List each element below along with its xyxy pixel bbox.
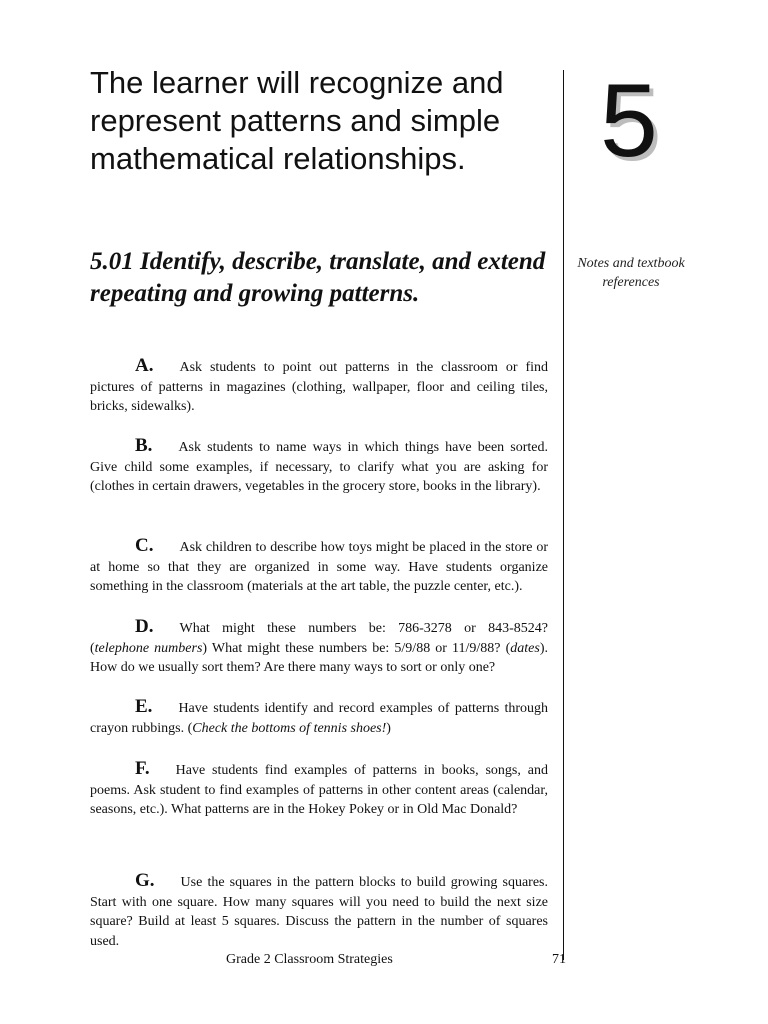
objective-subheading: 5.01 Identify, describe, translate, and extend repeating and growing patterns. bbox=[90, 248, 546, 307]
item-text: Ask students to point out patterns in the classroom or find pictures of patterns in magazines (clothing, wallpaper, floor and ceiling tiles, bricks, sidewalks). bbox=[90, 360, 548, 414]
item-letter: D. bbox=[135, 616, 154, 637]
strategy-item-c bbox=[90, 536, 548, 597]
page-heading: The learner will recognize and represent patterns and simple mathematical relationships. bbox=[90, 65, 504, 176]
item-letter: E. bbox=[135, 696, 153, 717]
item-letter: A. bbox=[135, 355, 154, 376]
item-letter: F. bbox=[135, 758, 150, 779]
strategy-item-f bbox=[90, 759, 548, 820]
margin-divider bbox=[563, 70, 564, 960]
strategy-item-g bbox=[90, 871, 548, 951]
item-text: ). How do we usually sort them? Are there many ways to sort or only one? bbox=[90, 640, 548, 675]
item-text: Ask students to name ways in which things have been sorted. Give child some examples, if necessary, to clarify what you are asking for (clothes in certain drawers, vegetables in the grocery store, books in the library). bbox=[90, 440, 548, 494]
item-text: ) bbox=[386, 720, 391, 736]
footer-title: Grade 2 Classroom Strategies bbox=[226, 952, 393, 967]
item-text-italic: Check the bottoms of tennis shoes! bbox=[192, 720, 387, 736]
chapter-number: 5 bbox=[600, 63, 658, 179]
strategy-item-d bbox=[90, 617, 548, 678]
sidebar-note: Notes and textbook references bbox=[577, 256, 685, 290]
item-text-italic: telephone numbers bbox=[94, 640, 203, 656]
strategy-item-b bbox=[90, 436, 548, 497]
strategy-item-e bbox=[90, 697, 548, 738]
item-text: Use the squares in the pattern blocks to build growing squares. Start with one square. How many squares will you need to build the next size square? Build at least 5 squares. Discuss the pattern in the number of squares used. bbox=[90, 875, 548, 949]
strategy-item-a bbox=[90, 356, 548, 417]
item-letter: G. bbox=[135, 870, 155, 891]
item-text: Ask children to describe how toys might be placed in the store or at home so that they are organized in some way. Have students organize something in the classroom (materials at the art table, the puzzle center, etc.). bbox=[90, 540, 548, 594]
item-letter: B. bbox=[135, 435, 153, 456]
item-text: ) What might these numbers be: 5/9/88 or 11/9/88? ( bbox=[202, 640, 511, 656]
page-number: 71 bbox=[552, 952, 566, 967]
item-text-italic: dates bbox=[510, 640, 540, 656]
item-text: Have students find examples of patterns in books, songs, and poems. Ask student to find examples of patterns in other content areas (calendar, seasons, etc.). What patterns are in the Hokey Pokey or in Old Mac Donald? bbox=[90, 763, 548, 817]
item-text: Have students identify and record examples of patterns through crayon rubbings. ( bbox=[90, 701, 548, 736]
item-letter: C. bbox=[135, 535, 154, 556]
item-text: What might these numbers be: 786-3278 or 843-8524? ( bbox=[90, 621, 548, 656]
